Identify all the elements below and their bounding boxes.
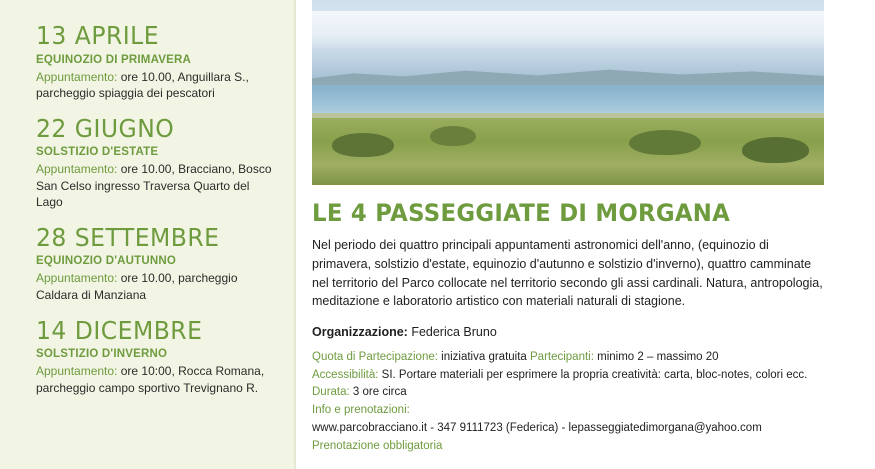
events-sidebar: [0, 0, 296, 469]
duration-label: Durata:: [312, 386, 350, 399]
event-date: 28 SETTEMBRE: [36, 222, 220, 252]
event-meta: [36, 270, 278, 302]
event-date: 22 GIUGNO: [36, 113, 175, 143]
landscape-photo: [312, 0, 824, 185]
contact-line[interactable]: www.parcobracciano.it - 347 9111723 (Federica) - lepasseggiatedimorgana@yahoo.com: [312, 421, 762, 434]
event-item: [36, 224, 278, 303]
organizer-value: Federica Bruno: [407, 325, 497, 339]
event-item: [36, 115, 278, 210]
event-meta-label: Appuntamento:: [36, 162, 118, 177]
event-meta-text: ore 10.00, Anguillara S., parcheggio spiaggia dei pescatori: [36, 69, 249, 100]
photo-bush: [430, 126, 476, 146]
event-meta: [36, 69, 278, 101]
organizer-label: Organizzazione:: [312, 325, 408, 339]
photo-lake: [312, 85, 824, 116]
event-title: EQUINOZIO DI PRIMAVERA: [36, 53, 191, 66]
event-date: 14 DICEMBRE: [36, 315, 203, 345]
photo-bush: [629, 130, 701, 156]
event-meta: [36, 161, 278, 210]
event-item: [36, 317, 278, 396]
booking-required-note: Prenotazione obbligatoria: [312, 440, 443, 453]
event-title: SOLSTIZIO D'ESTATE: [36, 146, 159, 159]
event-meta-text: ore 10:00, Rocca Romana, parcheggio campo sportivo Trevignano R.: [36, 364, 265, 395]
participants-label: Partecipanti:: [530, 351, 594, 363]
participants-value: minimo 2 – massimo 20: [593, 351, 719, 363]
description-text: Nel periodo dei quattro principali appuntamenti astronomici dell'anno, (equinozio di primavera, solstizio d'estate, equinozio d'autunno e solstizio d'inverno), quattro camminate nel territorio del Parco collocate nel territorio secondo gli assi cardinali. Natura, antropologia, meditazione e laboratorio artistico con materiali naturali di stagione.: [312, 238, 823, 309]
accessibility-row: [312, 367, 857, 384]
event-item: [36, 22, 278, 101]
event-meta-label: Appuntamento:: [36, 69, 118, 84]
details-block: [312, 349, 857, 455]
photo-bush: [332, 133, 393, 157]
duration-value: 3 ore circa: [349, 386, 407, 399]
event-meta-text: ore 10.00, parcheggio Caldara di Manziana: [36, 271, 238, 302]
event-meta: [36, 363, 278, 395]
main-content: [296, 0, 875, 469]
accessibility-value: SI. Portare materiali per esprimere la propria creatività: carta, bloc-notes, colori ecc.: [378, 368, 808, 381]
quota-row: [312, 349, 857, 366]
page-title: LE 4 PASSEGGIATE DI MORGANA: [312, 199, 731, 227]
event-meta-label: Appuntamento:: [36, 364, 118, 379]
info-row: [312, 402, 857, 419]
event-meta-label: Appuntamento:: [36, 271, 118, 286]
duration-row: [312, 384, 857, 401]
photo-clouds: [312, 11, 824, 48]
event-title: SOLSTIZIO D'INVERNO: [36, 348, 168, 361]
event-meta-text: ore 10.00, Bracciano, Bosco San Celso ingresso Traversa Quarto del Lago: [36, 162, 272, 209]
photo-bush: [742, 137, 809, 163]
accessibility-label: Accessibilità:: [312, 368, 379, 381]
event-date: 13 APRILE: [36, 21, 160, 50]
organizer-line: [312, 325, 857, 339]
event-title: EQUINOZIO D'AUTUNNO: [36, 255, 177, 268]
quota-label: Quota di Partecipazione:: [312, 351, 438, 363]
quota-value: iniziativa gratuita: [437, 351, 530, 363]
info-label: Info e prenotazioni:: [312, 404, 410, 417]
